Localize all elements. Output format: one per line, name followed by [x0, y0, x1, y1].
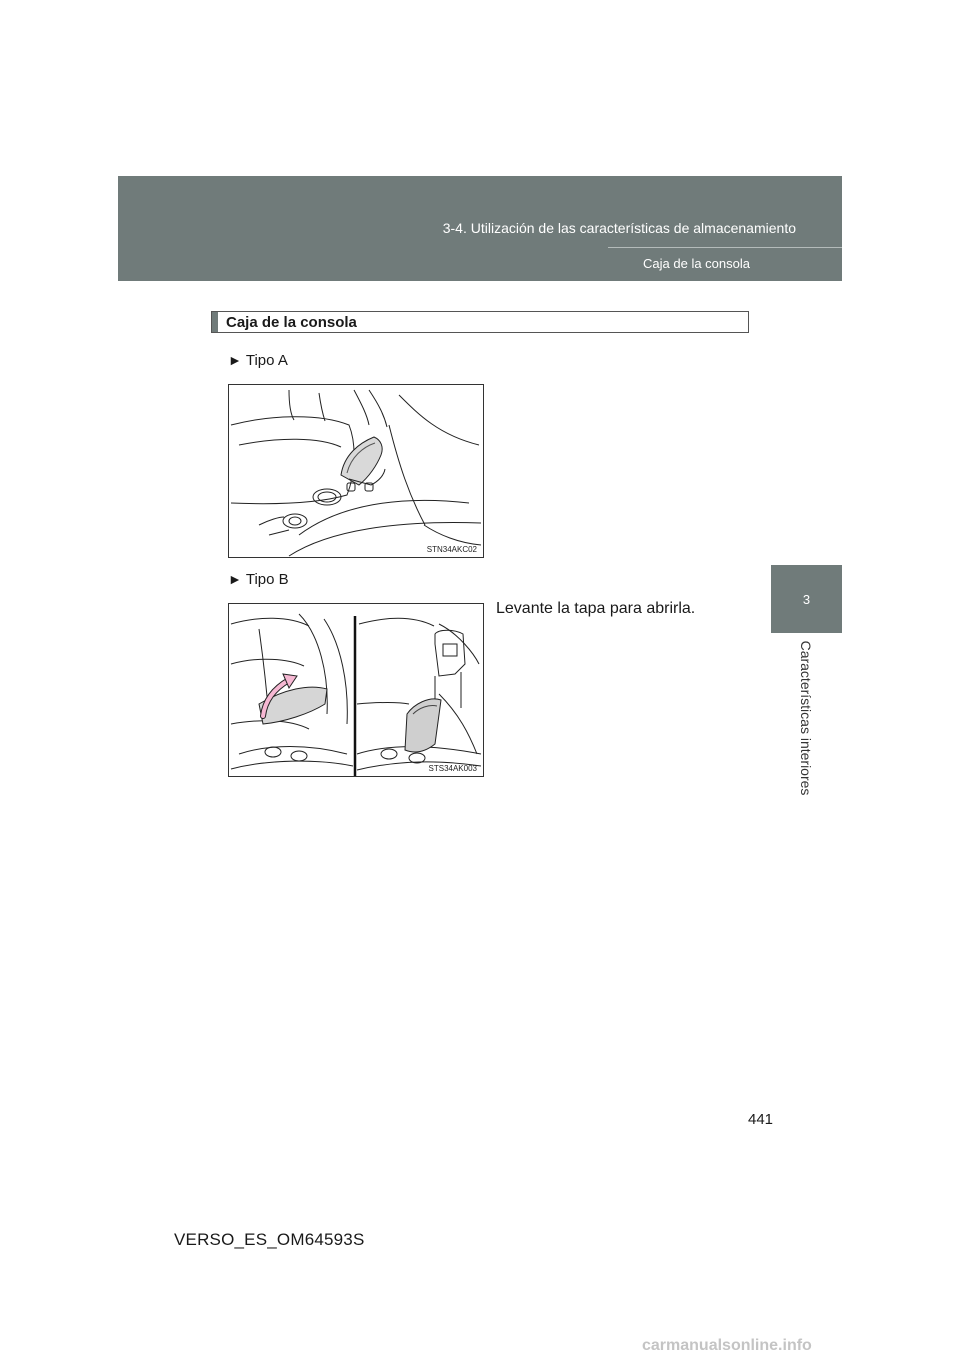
document-code: VERSO_ES_OM64593S	[174, 1230, 365, 1249]
figure-type-a	[228, 384, 484, 558]
triangle-marker-icon: ►	[228, 571, 242, 587]
header-subsection-title: Caja de la consola	[643, 256, 750, 271]
section-heading-bar	[212, 312, 218, 332]
console-box-type-a-illustration	[229, 385, 483, 557]
header-section-title: 3-4. Utilización de las características de almacenamiento	[442, 220, 796, 236]
section-heading	[211, 311, 749, 333]
figure-type-b	[228, 603, 484, 777]
watermark: carmanualsonline.info	[642, 1337, 812, 1354]
type-a-text: Tipo A	[245, 352, 288, 369]
type-a-label	[228, 352, 288, 369]
figure-code-b: STS34AK003	[428, 764, 477, 773]
type-b-text: Tipo B	[245, 571, 289, 588]
section-heading-text: Caja de la consola	[226, 314, 357, 331]
page-number: 441	[748, 1111, 774, 1128]
instruction-text: Levante la tapa para abrirla.	[496, 600, 696, 617]
figure-code-a: STN34AKC02	[426, 545, 477, 554]
console-box-type-b-illustration	[229, 604, 483, 776]
header-divider	[608, 247, 842, 248]
chapter-label: Características interiores	[798, 640, 814, 796]
triangle-marker-icon: ►	[228, 352, 242, 368]
chapter-tab[interactable]	[771, 565, 842, 633]
type-b-label	[228, 571, 289, 588]
chapter-number: 3	[802, 592, 811, 607]
page-header	[118, 176, 842, 281]
